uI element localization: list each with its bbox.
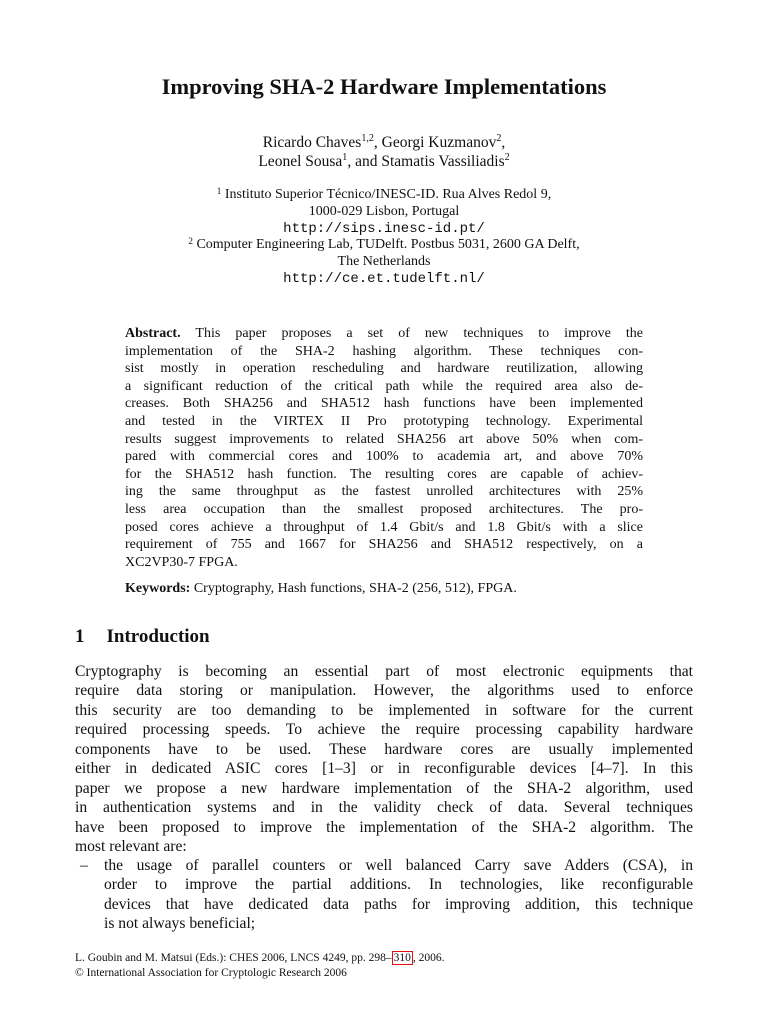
abstract-line (125, 521, 643, 535)
abstract-text: a significant reduction of the critical path while the required area also de- (125, 378, 643, 394)
abstract-line (125, 556, 643, 570)
abstract-text: ing the same throughput as the fastest unrolled architectures with 25% (125, 484, 643, 500)
author-line (0, 135, 768, 151)
abstract-text: requirement of 755 and 1667 for SHA256 and SHA512 respectively, on a (125, 537, 643, 553)
keywords-label: Keywords: (125, 581, 191, 596)
intro-line: have been proposed to improve the implementation of the SHA-2 algorithm. The (75, 818, 693, 836)
affiliation-number: 2 (188, 236, 193, 247)
affiliation-line (0, 255, 768, 269)
intro-line: most relevant are: (75, 838, 187, 856)
abstract-line (125, 362, 643, 376)
abstract-line (125, 503, 643, 517)
section-title: Introduction (106, 626, 210, 647)
abstract-line (125, 345, 643, 359)
abstract-text: This paper proposes a set of new techniques to improve the (195, 326, 643, 341)
affiliation-url (0, 222, 768, 236)
bullet-line: order to improve the partial additions. In technologies, like reconfigurable (104, 876, 693, 894)
affiliation-line (0, 188, 768, 202)
copyright-notice: © International Association for Cryptologic Research 2006 (75, 967, 347, 979)
abstract-text: for the SHA512 hash function. The resulting cores are capable of achiev- (125, 466, 643, 482)
abstract-line (125, 485, 643, 499)
abstract-text: XC2VP30-7 FPGA. (125, 554, 238, 570)
abstract-text: creases. Both SHA256 and SHA512 hash functions have been implemented (125, 396, 643, 412)
intro-line: required processing speeds. To achieve the require processing capability hardware (75, 721, 693, 739)
bullet-marker: – (80, 857, 88, 874)
affiliation-text: The Netherlands (337, 254, 431, 270)
intro-line: in authentication systems and in the validity check of data. Several techniques (75, 799, 693, 817)
author-name: Ricardo Chaves (262, 134, 362, 151)
affiliation-marker: 1 (342, 152, 348, 163)
affiliation-text: http://ce.et.tudelft.nl/ (283, 271, 485, 287)
affiliation-line (0, 205, 768, 219)
author-name: Leonel Sousa (258, 153, 343, 170)
affiliation-text: Instituto Superior Técnico/INESC-ID. Rua Alves Redol 9, (224, 187, 552, 202)
affiliation-text: 1000-029 Lisbon, Portugal (308, 203, 460, 219)
affiliation-number: 1 (216, 186, 222, 196)
abstract-text: sist mostly in operation rescheduling and hardware reutilization, allowing (125, 361, 643, 377)
abstract-text: less area occupation than the smallest proposed architectures. The pro- (125, 502, 643, 517)
intro-line: components have to be used. These hardware cores are usually implemented (75, 740, 693, 758)
abstract-line (125, 327, 643, 341)
abstract-line (125, 397, 643, 411)
intro-line: require data storing or manipulation. However, the algorithms used to enforce (75, 682, 693, 700)
section-heading (75, 627, 210, 646)
abstract-line (125, 433, 643, 447)
section-number: 1 (75, 626, 85, 647)
abstract-line (125, 538, 643, 552)
intro-line: either in dedicated ASIC cores [1–3] or in reconfigurable devices [4–7]. In this (75, 760, 693, 778)
affiliation-marker: 2 (504, 152, 510, 163)
abstract-text: and tested in the VIRTEX II Pro prototyping technology. Experimental (125, 414, 643, 429)
abstract-text: pared with commercial cores and 100% to academia art, and above 70% (125, 449, 643, 465)
bullet-line: devices that have dedicated data paths for improving addition, this technique (104, 895, 693, 913)
keywords-text: Cryptography, Hash functions, SHA-2 (256, 512), FPGA. (193, 581, 517, 596)
intro-line: Cryptography is becoming an essential part of most electronic equipments that (75, 663, 693, 680)
abstract-line (125, 450, 643, 464)
affiliation-marker: 1,2 (361, 133, 374, 144)
intro-line: this security are too demanding to be implemented in software for the current (75, 701, 693, 719)
intro-line: paper we propose a new hardware implementation of the SHA-2 algorithm, used (75, 779, 693, 797)
abstract-text: results suggest improvements to related SHA256 art above 50% when com- (125, 431, 643, 447)
publication-year: , 2006. (412, 952, 445, 964)
abstract-line (125, 415, 643, 429)
affiliation-marker: 2 (496, 133, 502, 144)
bullet-line: is not always beneficial; (104, 915, 256, 933)
abstract-label: Abstract. (125, 326, 181, 341)
author-name: , and Stamatis Vassiliadis (347, 153, 505, 170)
affiliation-line (0, 238, 768, 252)
author-name: , (501, 134, 506, 151)
keywords-line (125, 582, 643, 596)
author-name: , Georgi Kuzmanov (373, 134, 497, 151)
abstract-line (125, 468, 643, 482)
affiliation-url (0, 272, 768, 286)
affiliation-text: http://sips.inesc-id.pt/ (283, 220, 485, 237)
author-line (0, 154, 768, 170)
page-link[interactable]: 310 (393, 952, 411, 964)
bullet-line: the usage of parallel counters or well balanced Carry save Adders (CSA), in (104, 857, 693, 874)
paper-title: Improving SHA-2 Hardware Implementations (161, 74, 607, 99)
affiliation-text: Computer Engineering Lab, TUDelft. Postbus 5031, 2600 GA Delft, (196, 237, 580, 253)
abstract-text: implementation of the SHA-2 hashing algorithm. These techniques con- (125, 343, 643, 359)
abstract-text: posed cores achieve a throughput of 1.4 Gbit/s and 1.8 Gbit/s with a slice (125, 519, 643, 535)
publication-citation: L. Goubin and M. Matsui (Eds.): CHES 2006, LNCS 4249, pp. 298– (75, 952, 392, 964)
publication-info (75, 953, 444, 965)
abstract-line (125, 380, 643, 394)
